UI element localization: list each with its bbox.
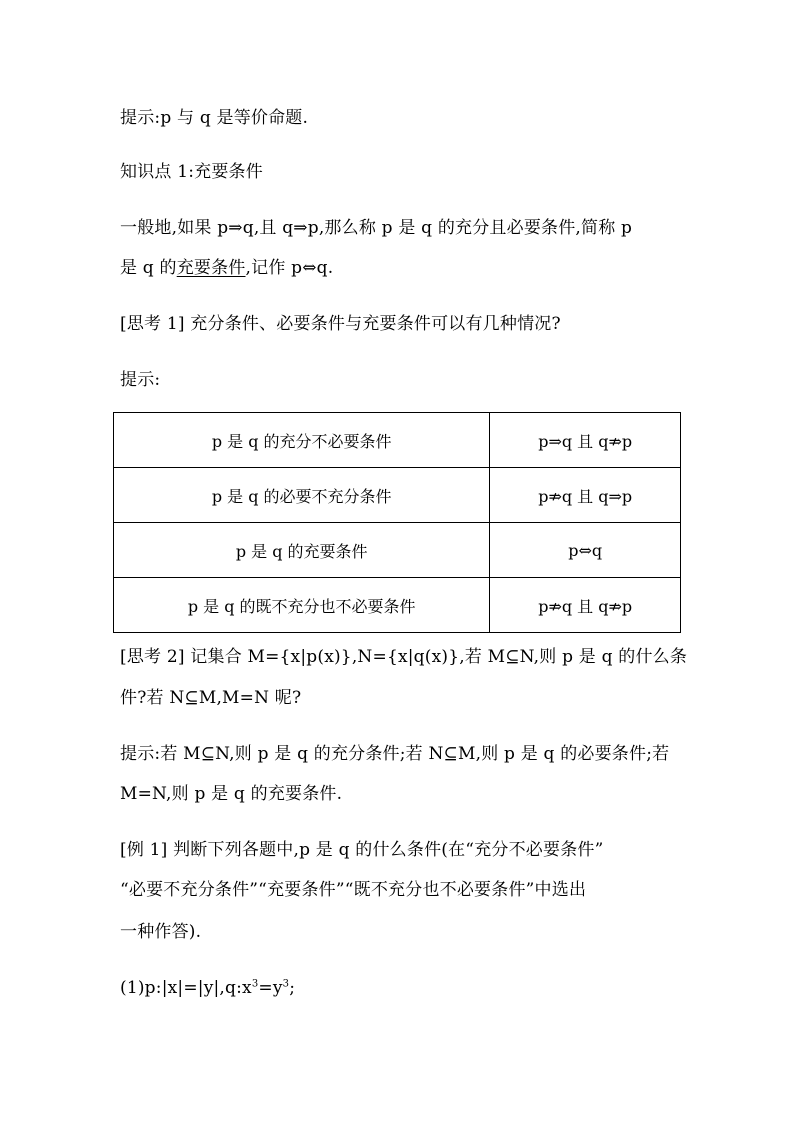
table-row <box>114 413 681 468</box>
item-1 <box>120 976 295 1000</box>
think-1-question: [思考 1] 充分条件、必要条件与充要条件可以有几种情况? <box>120 314 561 334</box>
knowledge-point-title: 知识点 1:充要条件 <box>120 162 263 182</box>
table-row <box>114 468 681 523</box>
definition-suffix: ,记作 p⇔q. <box>245 258 334 278</box>
table-cell-relation: p⇏q 且 q⇒p <box>490 468 681 523</box>
conditions-table <box>113 412 681 633</box>
example-1-line-2: “必要不充分条件”“充要条件”“既不充分也不必要条件”中选出 <box>120 880 587 900</box>
table-row <box>114 578 681 633</box>
table-cell-desc: p 是 q 的充要条件 <box>114 523 490 578</box>
table-cell-relation: p⇏q 且 q⇏p <box>490 578 681 633</box>
example-1-line-3: 一种作答). <box>120 922 202 942</box>
think-2-line-2: 件?若 N⊆M,M=N 呢? <box>120 688 302 708</box>
table-cell-desc: p 是 q 的必要不充分条件 <box>114 468 490 523</box>
definition-term: 充要条件 <box>176 258 246 278</box>
definition-prefix: 是 q 的 <box>120 258 177 278</box>
table-cell-desc: p 是 q 的充分不必要条件 <box>114 413 490 468</box>
definition-line-2 <box>120 256 333 280</box>
table-cell-desc: p 是 q 的既不充分也不必要条件 <box>114 578 490 633</box>
item-1-suffix: ; <box>289 978 296 998</box>
item-1-exponent-y: 3 <box>282 978 290 990</box>
think-2-line-1: [思考 2] 记集合 M={x|p(x)},N={x|q(x)},若 M⊆N,则 p 是 q 的什么条 <box>120 647 688 667</box>
hint-2-line-2: M=N,则 p 是 q 的充要条件. <box>120 784 343 804</box>
table-row <box>114 523 681 578</box>
table-cell-relation: p⇒q 且 q⇏p <box>490 413 681 468</box>
item-1-middle: =y <box>258 978 283 998</box>
item-1-exponent-x: 3 <box>251 978 259 990</box>
hint-label: 提示: <box>120 370 161 390</box>
hint-2-line-1: 提示:若 M⊆N,则 p 是 q 的充分条件;若 N⊆M,则 p 是 q 的必要条件;若 <box>120 744 670 764</box>
table-cell-relation: p⇔q <box>490 523 681 578</box>
item-1-prefix: (1)p:|x|=|y|,q:x <box>120 978 252 998</box>
hint-equivalent: 提示:p 与 q 是等价命题. <box>120 108 309 128</box>
example-1-line-1: [例 1] 判断下列各题中,p 是 q 的什么条件(在“充分不必要条件” <box>120 840 604 860</box>
definition-line-1: 一般地,如果 p⇒q,且 q⇒p,那么称 p 是 q 的充分且必要条件,简称 p <box>120 218 633 238</box>
